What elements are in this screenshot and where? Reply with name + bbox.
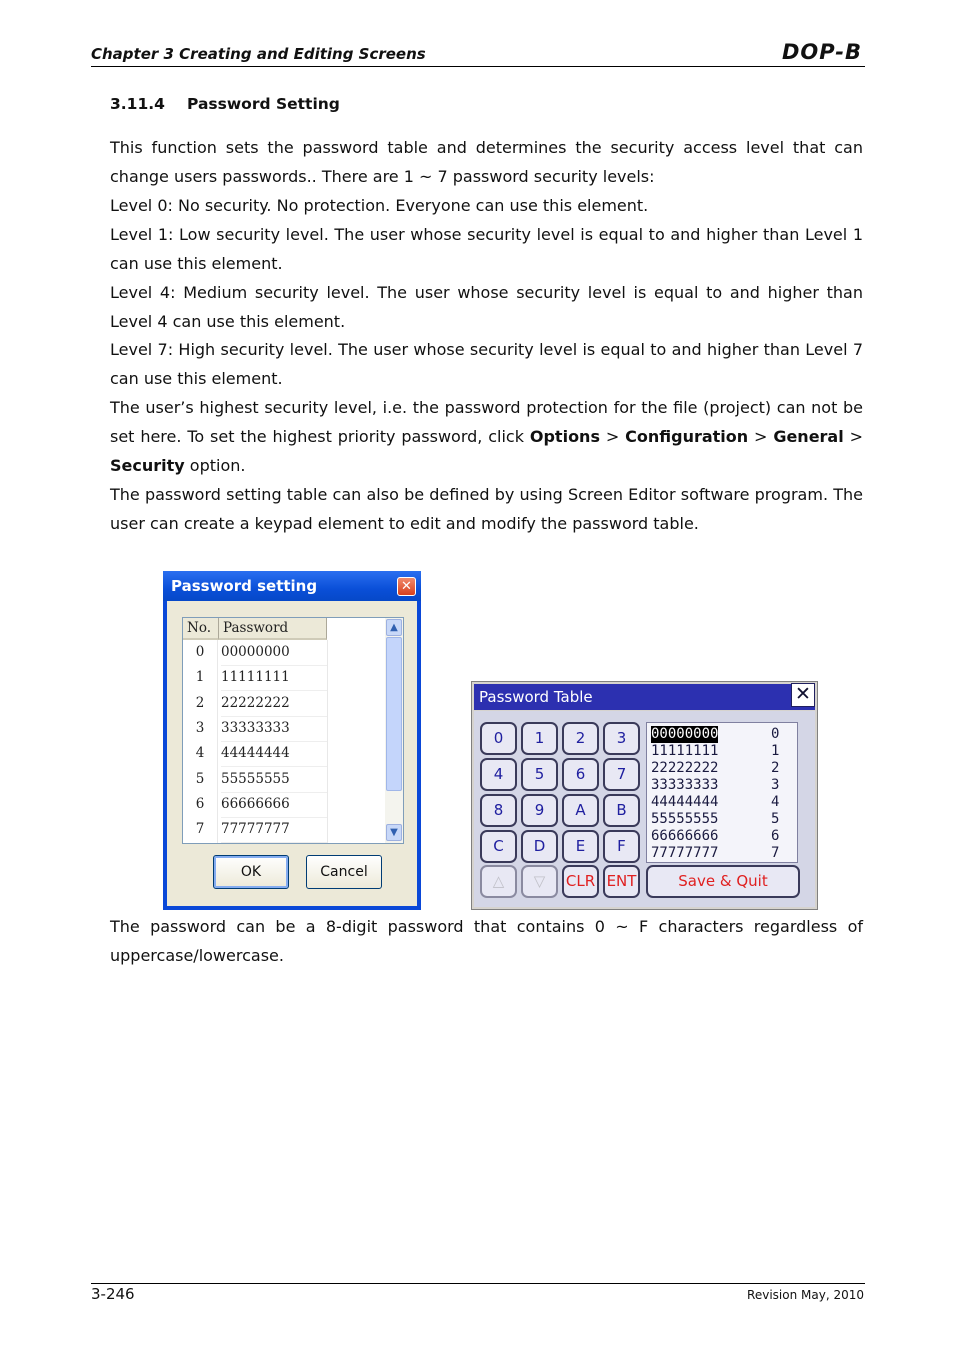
row-password: 55555555 [221, 767, 327, 793]
menu-configuration: Configuration [625, 426, 749, 446]
brand-logo: DOP-B [782, 40, 863, 64]
ent-key[interactable]: ENT [603, 865, 640, 898]
scroll-up-icon[interactable]: ▲ [386, 619, 402, 636]
row-password: 33333333 [221, 716, 327, 742]
row-number: 0 [195, 644, 205, 660]
list-item[interactable] [651, 743, 795, 760]
row-number: 5 [195, 770, 205, 787]
section-title: Password Setting [187, 95, 340, 113]
row-password: 77777777 [221, 817, 327, 843]
p6-end: option. [184, 455, 246, 475]
password-setting-titlebar[interactable]: Password setting [163, 571, 421, 601]
row-password: 66666666 [221, 792, 327, 818]
list-item[interactable] [651, 845, 795, 862]
page-number: 3-246 [91, 1285, 135, 1303]
hex-key[interactable]: 2 [562, 722, 599, 755]
list-number: 7 [771, 845, 780, 861]
table-row[interactable] [183, 665, 383, 690]
hex-key[interactable]: 6 [562, 758, 599, 791]
hex-key[interactable]: 0 [480, 722, 517, 755]
list-number: 6 [771, 828, 780, 844]
hex-key[interactable]: 3 [603, 722, 640, 755]
password-setting-dialog [163, 571, 421, 910]
list-password: 33333333 [651, 777, 719, 793]
row-number: 7 [195, 821, 205, 838]
list-item[interactable] [651, 760, 795, 777]
p6-sep2: > [748, 426, 774, 446]
chapter-header: Chapter 3 Creating and Editing Screens [91, 45, 426, 63]
level-4-paragraph: Level 4: Medium security level. The user whose security level is equal to and higher than Level 4 can use this element. [110, 283, 863, 331]
list-number: 5 [771, 811, 780, 827]
row-password: 22222222 [221, 691, 327, 717]
table-row[interactable] [183, 817, 383, 842]
password-list[interactable] [646, 722, 798, 863]
list-number: 1 [771, 743, 780, 759]
save-quit-key[interactable]: Save & Quit [646, 865, 800, 898]
row-number: 4 [195, 745, 205, 762]
hex-key[interactable]: C [480, 830, 517, 863]
p6-sep1: > [599, 426, 626, 446]
hex-key[interactable]: 5 [521, 758, 558, 791]
hex-key[interactable]: 4 [480, 758, 517, 791]
row-number: 6 [195, 795, 205, 812]
hex-key[interactable]: 8 [480, 794, 517, 827]
list-password: 11111111 [651, 743, 719, 759]
table-row[interactable] [183, 691, 383, 716]
table-row[interactable] [183, 716, 383, 741]
hex-key[interactable]: F [603, 830, 640, 863]
close-icon[interactable]: ✕ [397, 577, 416, 596]
close-icon[interactable]: ✕ [791, 683, 815, 707]
list-password: 77777777 [651, 845, 719, 861]
table-row[interactable] [183, 741, 383, 766]
ok-button[interactable]: OK [213, 855, 289, 889]
vertical-scrollbar[interactable] [385, 618, 403, 843]
table-row[interactable] [183, 792, 383, 817]
list-item[interactable] [651, 726, 795, 743]
password-grid[interactable] [182, 617, 404, 844]
row-number: 3 [195, 719, 205, 736]
highest-level-paragraph [110, 394, 863, 481]
row-password: 11111111 [221, 665, 327, 691]
hex-key[interactable]: 9 [521, 794, 558, 827]
column-header-no[interactable]: No. [183, 618, 219, 640]
list-item[interactable] [651, 828, 795, 845]
section-number: 3.11.4 [110, 95, 165, 113]
list-password: 00000000 [651, 726, 719, 742]
keypad-body [474, 711, 815, 907]
list-item[interactable] [651, 777, 795, 794]
hex-key[interactable]: 7 [603, 758, 640, 791]
hex-key[interactable]: B [603, 794, 640, 827]
menu-security: Security [110, 455, 185, 475]
menu-general: General [773, 426, 844, 446]
list-number: 3 [771, 777, 780, 793]
revision-date: Revision May, 2010 [747, 1288, 864, 1302]
section-heading [110, 95, 340, 113]
row-number: 2 [195, 694, 205, 711]
column-header-password[interactable]: Password [219, 618, 327, 640]
password-format-paragraph: The password can be a 8-digit password that contains 0 ~ F characters regardless of uppercase/lowercase. [110, 917, 863, 965]
table-row[interactable] [183, 640, 383, 665]
header-divider [91, 66, 865, 67]
hex-key[interactable]: 1 [521, 722, 558, 755]
p6-text: The user’s highest security level, i.e. the password protection for the file (project) can not be set here. To set the highest priority password, click [110, 398, 863, 446]
row-password: 44444444 [221, 741, 327, 767]
list-number: 4 [771, 794, 780, 810]
footer-divider [91, 1283, 865, 1284]
hex-key[interactable]: A [562, 794, 599, 827]
up-arrow-key[interactable]: △ [480, 865, 517, 898]
clr-key[interactable]: CLR [562, 865, 599, 898]
hex-key[interactable]: E [562, 830, 599, 863]
level-0-paragraph: Level 0: No security. No protection. Everyone can use this element. [110, 196, 649, 215]
screen-editor-paragraph: The password setting table can also be defined by using Screen Editor software program. The user can create a keypad element to edit and modify the password table. [110, 485, 863, 533]
password-table-keypad [471, 681, 818, 910]
scroll-down-icon[interactable]: ▼ [386, 824, 402, 841]
row-password: 00000000 [221, 640, 327, 666]
list-item[interactable] [651, 794, 795, 811]
list-number: 2 [771, 760, 780, 776]
p6-sep3: > [843, 426, 863, 446]
down-arrow-key[interactable]: ▽ [521, 865, 558, 898]
intro-paragraph: This function sets the password table and determines the security access level that can change users passwords.. There are 1 ~ 7 password security levels: [110, 138, 863, 186]
cancel-button[interactable]: Cancel [306, 855, 382, 889]
level-7-paragraph: Level 7: High security level. The user whose security level is equal to and higher than Level 7 can use this element. [110, 340, 863, 388]
list-password: 55555555 [651, 811, 719, 827]
scrollbar-thumb[interactable] [386, 637, 402, 791]
hex-key[interactable]: D [521, 830, 558, 863]
list-number: 0 [771, 726, 780, 742]
list-password: 44444444 [651, 794, 719, 810]
list-password: 66666666 [651, 828, 719, 844]
table-row[interactable] [183, 767, 383, 792]
password-setting-body [167, 601, 417, 906]
menu-options: Options [529, 426, 600, 446]
level-1-paragraph: Level 1: Low security level. The user whose security level is equal to and higher than Level 1 can use this element. [110, 225, 863, 273]
row-number: 1 [195, 669, 205, 686]
list-password: 22222222 [651, 760, 719, 776]
list-item[interactable] [651, 811, 795, 828]
password-table-titlebar: Password Table [474, 684, 815, 710]
